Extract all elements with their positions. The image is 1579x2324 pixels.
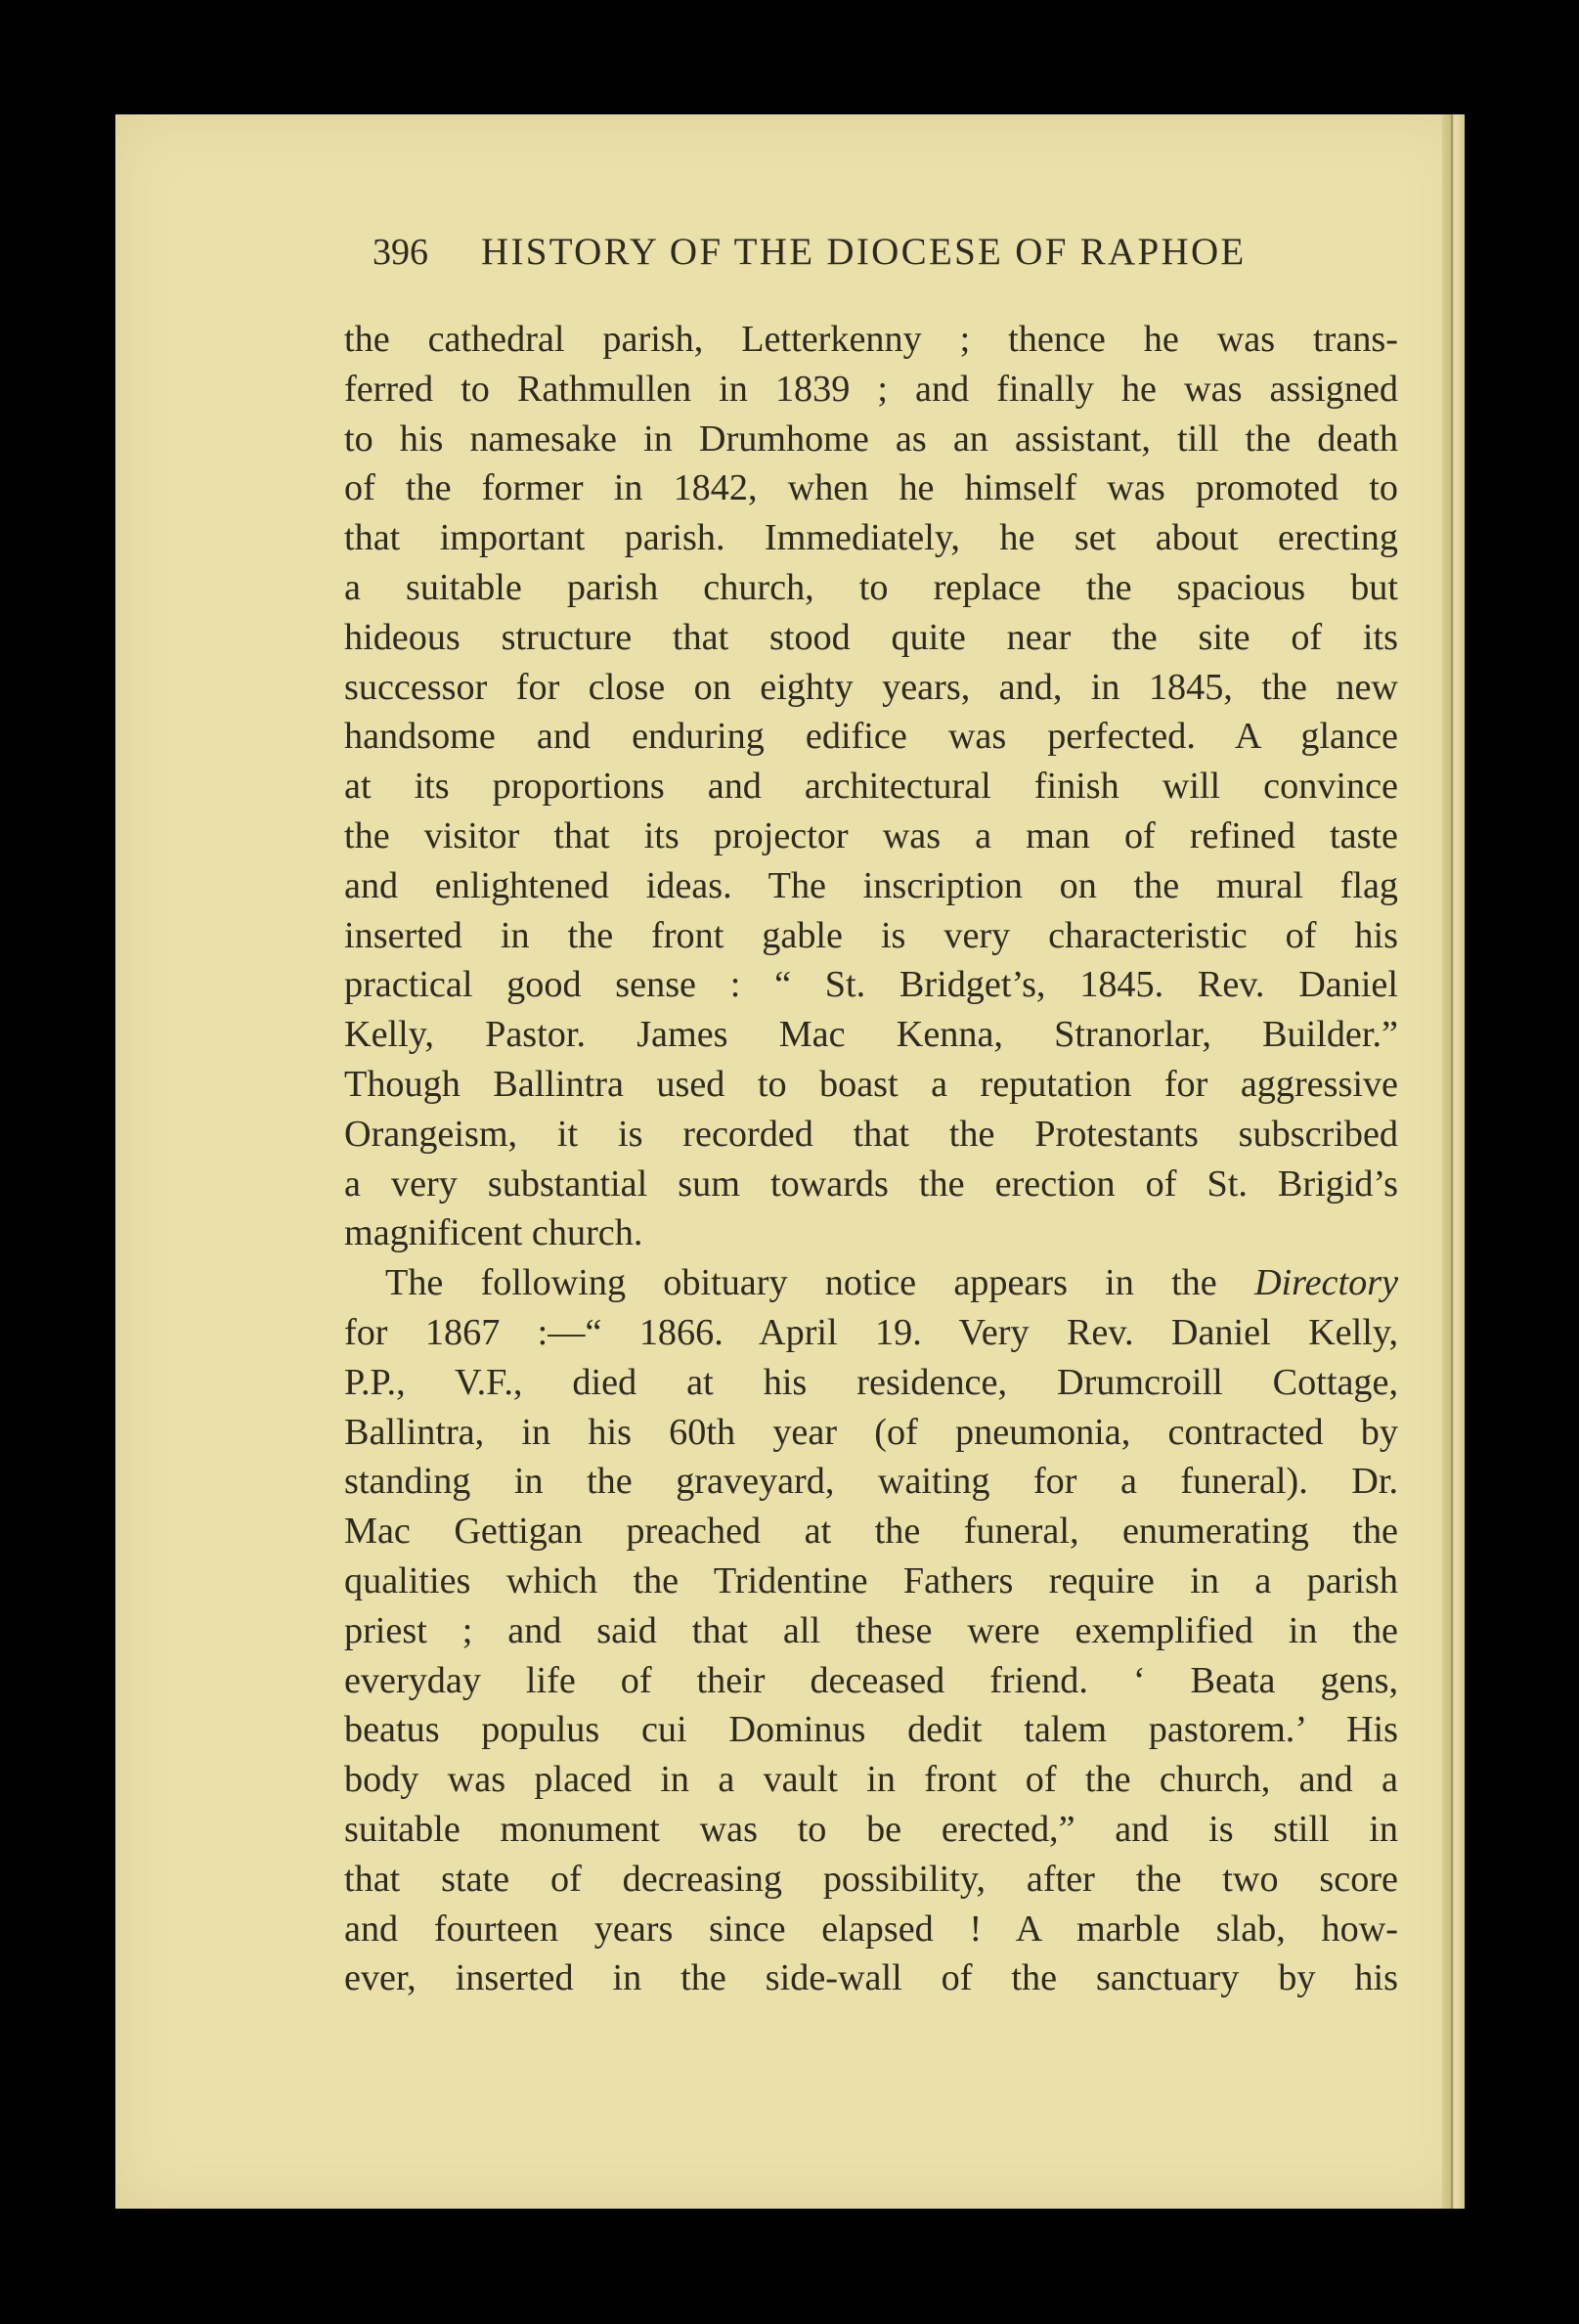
text-line: the cathedral parish, Letterkenny ; thence he was trans- — [344, 319, 1398, 360]
text-line: for 1867 :—“ 1866. April 19. Very Rev. Daniel Kelly, — [344, 1311, 1398, 1353]
paragraph-first-line — [344, 1258, 1398, 1308]
text-line: at its proportions and architectural finish will convince — [344, 766, 1398, 808]
text-line: magnificent church. — [344, 1212, 643, 1254]
text-line: and fourteen years since elapsed ! A marble slab, how- — [344, 1907, 1398, 1950]
text-line: everyday life of their deceased friend. ‘ Beata gens, — [344, 1659, 1398, 1701]
text-line: successor for close on eighty years, and, in 1845, the new — [344, 666, 1398, 708]
text-segment: The following obituary notice appears in the — [385, 1262, 1217, 1304]
body-text — [344, 315, 1398, 2003]
text-line: Kelly, Pastor. James Mac Kenna, Stranorlar, Builder.” — [344, 1014, 1398, 1056]
text-line: a very substantial sum towards the erection of St. Brigid’s — [344, 1162, 1398, 1205]
text-line: P.P., V.F., died at his residence, Drumcroill Cottage, — [344, 1361, 1398, 1403]
italic-title: Directory — [1253, 1262, 1399, 1304]
text-line: inserted in the front gable is very characteristic of his — [344, 914, 1398, 956]
running-title: HISTORY OF THE DIOCESE OF RAPHOE — [481, 231, 1247, 273]
text-line: beatus populus cui Dominus dedit talem pastorem.’ His — [344, 1709, 1398, 1751]
text-line: ever, inserted in the side-wall of the sanctuary by his — [344, 1957, 1398, 1999]
page-header — [373, 227, 1360, 278]
text-line: that important parish. Immediately, he set about erecting — [344, 517, 1398, 559]
text-line: that state of decreasing possibility, after the two score — [344, 1858, 1398, 1900]
text-line: Mac Gettigan preached at the funeral, enumerating the — [344, 1511, 1398, 1553]
text-line: a suitable parish church, to replace the spacious but — [344, 566, 1398, 608]
page-edge-line — [1451, 114, 1453, 2209]
text-line: ferred to Rathmullen in 1839 ; and finally he was assigned — [344, 368, 1398, 410]
text-line: the visitor that its projector was a man of refined taste — [344, 814, 1398, 856]
text-line: practical good sense : “ St. Bridget’s, 1845. Rev. Daniel — [344, 964, 1398, 1006]
text-line: hideous structure that stood quite near the site of its — [344, 616, 1398, 658]
text-line: suitable monument was to be erected,” and is still in — [344, 1808, 1398, 1850]
text-line: Orangeism, it is recorded that the Protestants subscribed — [344, 1113, 1398, 1155]
text-line: body was placed in a vault in front of the church, and a — [344, 1759, 1398, 1801]
text-line: of the former in 1842, when he himself was promoted to — [344, 467, 1398, 509]
text-line: priest ; and said that all these were exemplified in the — [344, 1609, 1398, 1651]
page-number: 396 — [373, 232, 428, 273]
text-line: to his namesake in Drumhome as an assistant, till the death — [344, 417, 1398, 460]
page-edge — [1442, 114, 1465, 2209]
text-line: qualities which the Tridentine Fathers require in a parish — [344, 1559, 1398, 1601]
text-line: Though Ballintra used to boast a reputation for aggressive — [344, 1063, 1398, 1105]
text-line: standing in the graveyard, waiting for a funeral). Dr. — [344, 1461, 1398, 1503]
text-line: and enlightened ideas. The inscription on the mural flag — [344, 864, 1398, 906]
text-line: handsome and enduring edifice was perfected. A glance — [344, 716, 1398, 758]
text-line: Ballintra, in his 60th year (of pneumonia, contracted by — [344, 1411, 1398, 1453]
